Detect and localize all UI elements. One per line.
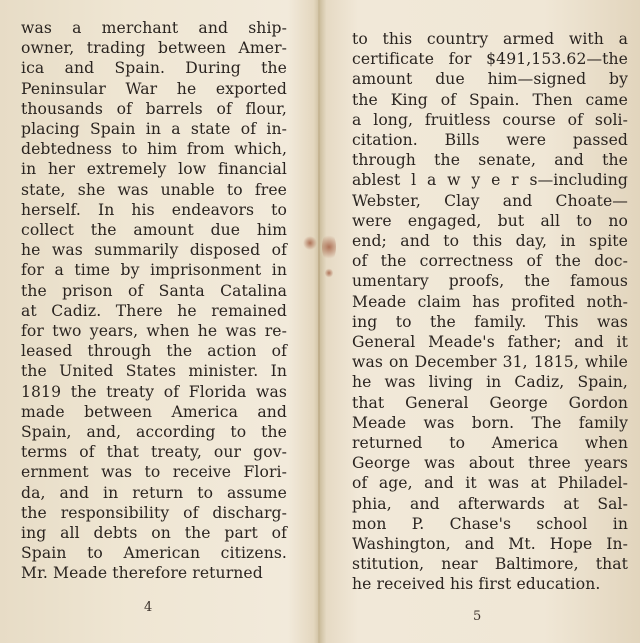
text-line: ernment was to receive Flori- bbox=[21, 463, 287, 482]
text-line: stitution, near Baltimore, that bbox=[352, 555, 628, 574]
text-line: Meade claim has profited noth- bbox=[352, 292, 628, 311]
text-line: returned to America when bbox=[352, 434, 628, 453]
text-line: collect the amount due him bbox=[21, 221, 287, 240]
text-line: leased through the action of bbox=[21, 342, 287, 361]
text-line: that General George Gordon bbox=[352, 393, 628, 412]
text-line: amount due him—signed by bbox=[352, 70, 628, 89]
text-line: George was about three years bbox=[352, 454, 628, 473]
text-line: ing to the family. This was bbox=[352, 312, 628, 331]
text-line: Spain, and, according to the bbox=[21, 423, 287, 442]
text-line: was a merchant and ship- bbox=[21, 19, 287, 37]
text-line: Meade was born. The family bbox=[352, 413, 628, 432]
text-line: he was living in Cadiz, Spain, bbox=[352, 373, 628, 392]
page-number: 4 bbox=[144, 600, 153, 615]
text-line: at Cadiz. There he remained bbox=[21, 301, 287, 320]
text-line: the United States minister. In bbox=[21, 362, 287, 381]
text-line: of the correctness of the doc- bbox=[352, 252, 628, 271]
text-line: thousands of barrels of flour, bbox=[21, 99, 287, 118]
text-line: terms of that treaty, our gov- bbox=[21, 443, 287, 462]
text-line: ing all debts on the part of bbox=[21, 524, 287, 543]
text-line: he received his first education. bbox=[352, 575, 601, 594]
text-line: certificate for $491,153.62—the bbox=[352, 50, 628, 69]
text-line: Mr. Meade therefore returned bbox=[21, 564, 263, 583]
left-page-text bbox=[21, 18, 287, 584]
ink-stain bbox=[303, 236, 317, 250]
text-line: state, she was unable to free bbox=[21, 180, 287, 199]
text-line: debtedness to him from which, bbox=[21, 140, 287, 159]
text-line: Spain to American citizens. bbox=[21, 544, 287, 563]
right-page-text bbox=[352, 29, 628, 595]
text-line: Webster, Clay and Choate— bbox=[352, 191, 628, 210]
text-line: the King of Spain. Then came bbox=[352, 90, 628, 109]
page-number: 5 bbox=[473, 609, 482, 624]
text-line: the responsibility of discharg- bbox=[21, 503, 287, 522]
text-line: umentary proofs, the famous bbox=[352, 272, 628, 291]
right-page bbox=[320, 0, 640, 643]
text-line: phia, and afterwards at Sal- bbox=[352, 494, 628, 513]
text-line: for two years, when he was re- bbox=[21, 322, 287, 341]
text-line: he was summarily disposed of bbox=[21, 241, 287, 260]
text-line: the prison of Santa Catalina bbox=[21, 281, 287, 300]
text-line: made between America and bbox=[21, 402, 287, 421]
text-line: da, and in return to assume bbox=[21, 483, 287, 502]
text-line: mon P. Chase's school in bbox=[352, 514, 628, 533]
text-line: in her extremely low financial bbox=[21, 160, 287, 179]
text-line: through the senate, and the bbox=[352, 151, 628, 170]
text-line: for a time by imprisonment in bbox=[21, 261, 287, 280]
text-line: of age, and it was at Philadel- bbox=[352, 474, 628, 493]
text-line: owner, trading between Amer- bbox=[21, 39, 287, 58]
text-line: 1819 the treaty of Florida was bbox=[21, 382, 287, 401]
text-line: a long, fruitless course of soli- bbox=[352, 110, 628, 129]
text-line: Peninsular War he exported bbox=[21, 79, 287, 98]
text-line: to this country armed with a bbox=[352, 30, 628, 48]
text-line: placing Spain in a state of in- bbox=[21, 120, 287, 139]
text-line: Washington, and Mt. Hope In- bbox=[352, 535, 628, 554]
text-line: herself. In his endeavors to bbox=[21, 200, 287, 219]
text-line: was on December 31, 1815, while bbox=[352, 353, 628, 372]
text-line: were engaged, but all to no bbox=[352, 211, 628, 230]
text-line: end; and to this day, in spite bbox=[352, 232, 628, 251]
text-line: ica and Spain. During the bbox=[21, 59, 287, 78]
text-line: citation. Bills were passed bbox=[352, 131, 628, 150]
text-line: ablest l a w y e r s—including bbox=[352, 171, 628, 190]
text-line: General Meade's father; and it bbox=[352, 333, 628, 352]
